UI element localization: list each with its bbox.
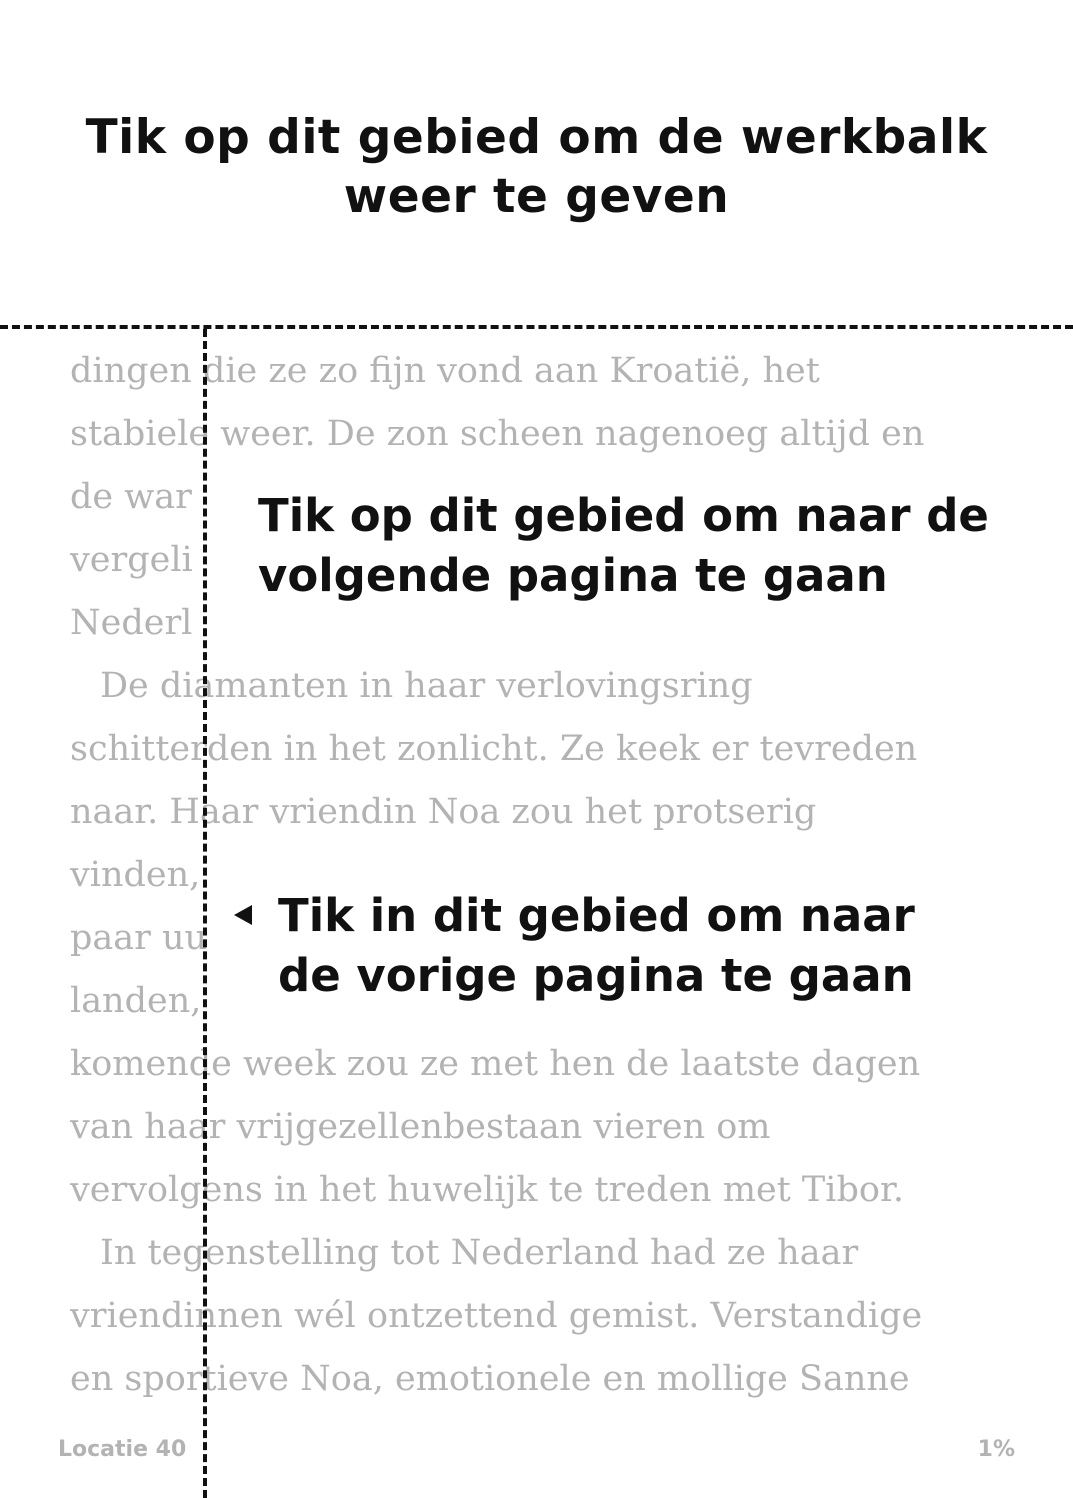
book-text-line: landen,: [70, 981, 202, 1021]
toolbar-tap-zone[interactable]: [0, 0, 1073, 328]
book-text-line: stabiele weer. De zon scheen nagenoeg altijd en: [70, 414, 925, 454]
next-page-hint-line: volgende pagina te gaan: [258, 549, 888, 602]
book-text-line: en sportieve Noa, emotionele en mollige Sanne: [70, 1359, 910, 1399]
vertical-zone-divider: [203, 329, 207, 1498]
book-text-line: De diamanten in haar verlovingsring: [100, 666, 753, 706]
book-text-line: paar uu: [70, 918, 208, 958]
book-text-line: vinden,: [70, 855, 201, 895]
previous-page-hint-line: de vorige pagina te gaan: [278, 949, 914, 1002]
book-text-line: vervolgens in het huwelijk te treden met Tibor.: [70, 1170, 904, 1210]
book-text-line: naar. Haar vriendin Noa zou het protserig: [70, 792, 817, 832]
book-text-line: komende week zou ze met hen de laatste dagen: [70, 1044, 921, 1084]
book-text-line: de war: [70, 477, 192, 517]
book-text-line: dingen die ze zo fijn vond aan Kroatië, het: [70, 351, 820, 391]
book-text-line: In tegenstelling tot Nederland had ze haar: [100, 1233, 859, 1273]
horizontal-zone-divider: [0, 325, 1073, 329]
book-text-line: Nederl: [70, 603, 193, 643]
next-page-hint: [258, 486, 989, 606]
toolbar-zone-hint: Tik op dit gebied om de werkbalk weer te geven: [85, 110, 988, 224]
arrow-left-icon: [234, 905, 252, 925]
book-text-line: vergeli: [70, 540, 193, 580]
previous-page-hint-line: Tik in dit gebied om naar: [278, 889, 915, 942]
next-page-hint-line: Tik op dit gebied om naar de: [258, 489, 989, 542]
reading-location: Locatie 40: [58, 1437, 187, 1462]
book-text-line: schitterden in het zonlicht. Ze keek er tevreden: [70, 729, 918, 769]
book-text-line: vriendinnen wél ontzettend gemist. Verstandige: [70, 1296, 923, 1336]
reading-progress-percent: 1%: [977, 1437, 1015, 1462]
previous-page-tap-zone[interactable]: [0, 330, 203, 1498]
previous-page-hint: [278, 886, 915, 1006]
book-text-line: van haar vrijgezellenbestaan vieren om: [70, 1107, 771, 1147]
